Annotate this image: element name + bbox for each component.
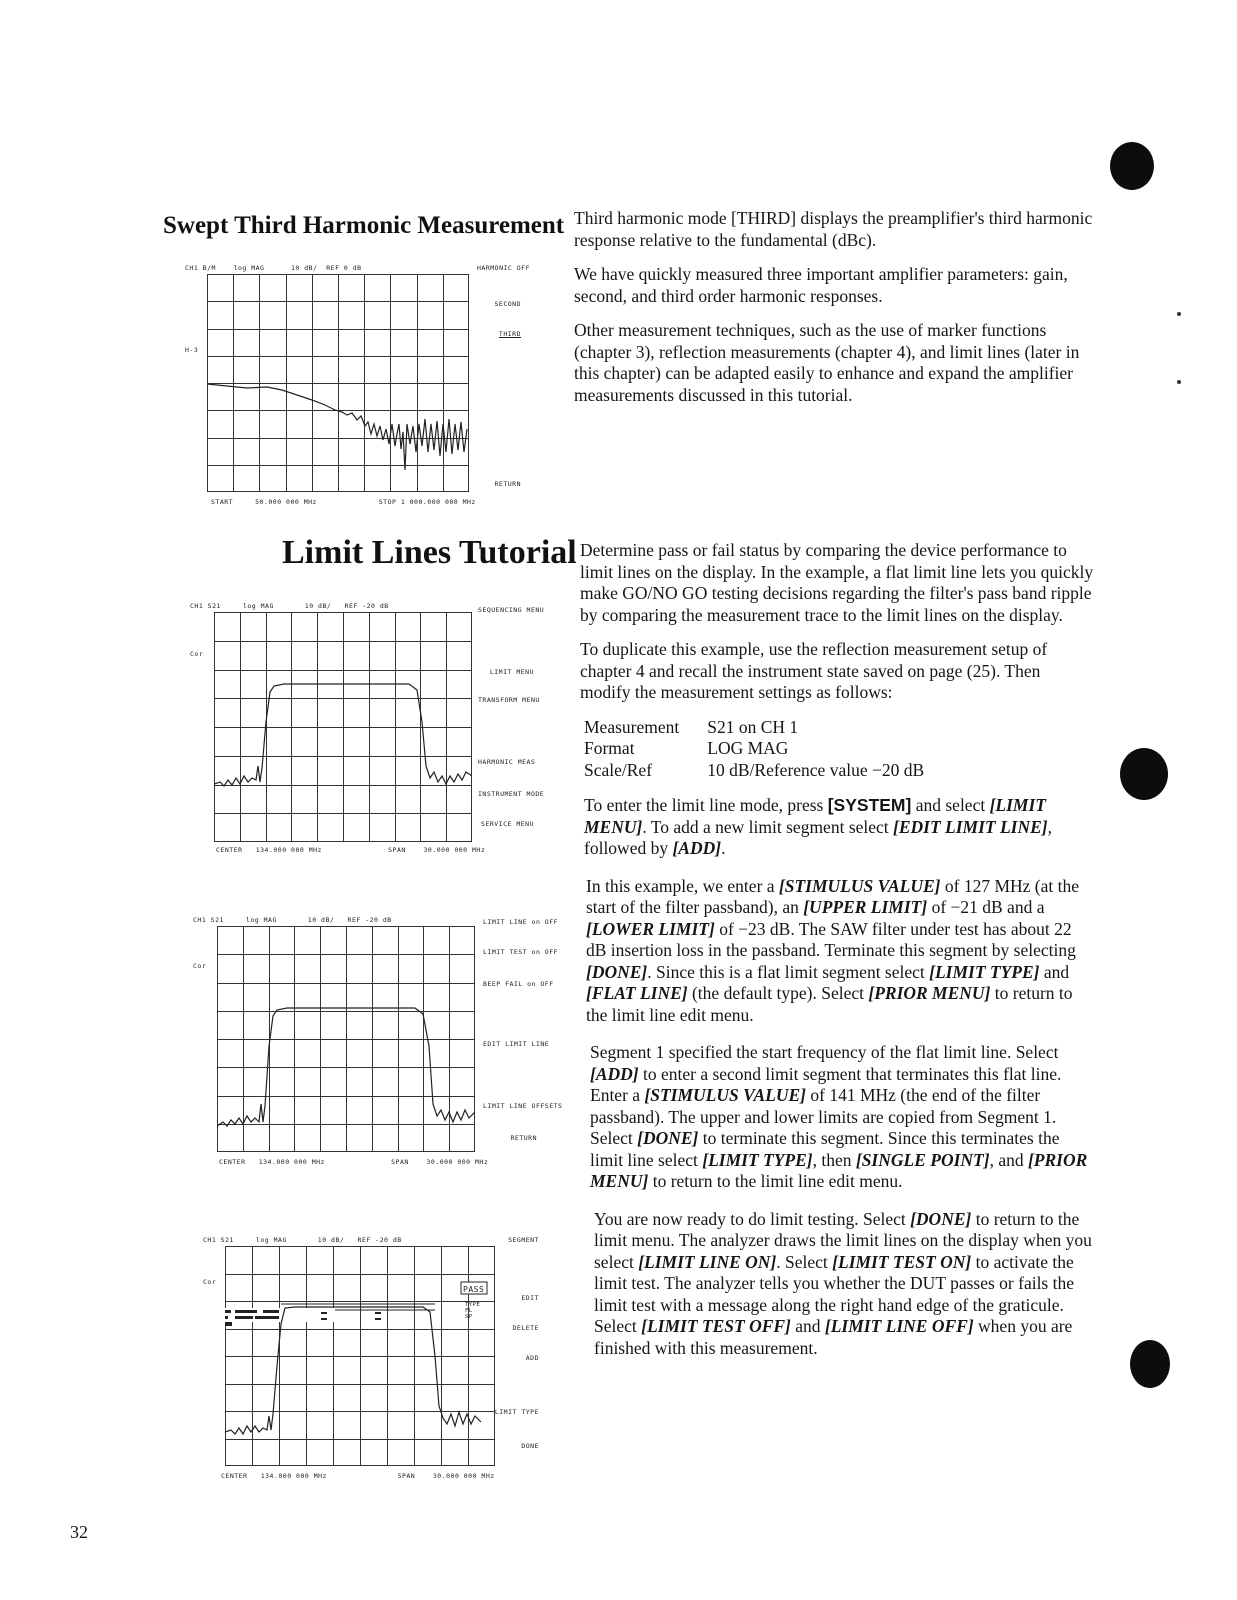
section1-text [574,208,1094,406]
correction-label: Cor [193,962,207,970]
softkey-limit-menu: LIMIT MENU [489,668,534,676]
softkey-second: SECOND [494,300,521,308]
correction-label: Cor [203,1278,217,1286]
softkey-limit-line-on-off: LIMIT LINE on OFF [483,918,559,926]
page-number: 32 [70,1522,88,1542]
pass-message: PASS [463,1285,485,1294]
softkey-harmonic-meas: HARMONIC MEAS [478,758,536,766]
section-title-swept-third-harmonic: Swept Third Harmonic Measurement [163,212,565,239]
softkey-beep-fail-on-off: BEEP FAIL on OFF [483,980,554,988]
screen-footer: START 50.000 000 MHz STOP 1 000.000 000 MHz [211,498,476,506]
softkey-service-menu: SERVICE MENU [481,820,534,828]
paragraph: To enter the limit line mode, press [SYSTEM] and select [LIMIT MENU]. To add a new limit segment select [EDIT LIMIT LINE], followed by [ADD]. [584,795,1052,858]
softkey-delete: DELETE [512,1324,539,1332]
softkey-third: THIRD [498,330,521,338]
paragraph: We have quickly measured three important amplifier parameters: gain, second, and third order harmonic responses. [574,264,1068,306]
marker-label: H-3 [185,346,199,354]
table-row: Format LOG MAG [584,738,789,758]
trace [225,1307,481,1434]
softkey-instrument-mode: INSTRUMENT MODE [478,790,545,798]
paragraph: Other measurement techniques, such as the use of marker functions (chapter 3), reflection measurements (chapter 4), and limit lines (later in this chapter) can be adapted easily to enhance and expand the amplifier measurements discussed in this tutorial. [574,320,1080,405]
paragraph: Segment 1 specified the start frequency of the flat limit line. Select [ADD] to enter a second limit segment that terminates this flat line. Enter a [STIMULUS VALUE] of 141 MHz (the end of the filter passband). The upper and lower limits are copied from Segment 1. Select [DONE] to terminate this segment. Since this terminates the limit line select [LIMIT TYPE], then [SINGLE POINT], and [PRIOR MENU] to return to the limit line edit menu. [590,1042,1088,1191]
softkey-return: RETURN [510,1134,537,1142]
binder-hole-icon [1130,1340,1170,1388]
screen-header: CH1 B/M log MAG 10 dB/ REF 0 dB [185,264,362,272]
section2-text [580,540,1095,1359]
softkey-sequencing-menu: SEQUENCING MENU [478,606,545,614]
softkey-limit-line-offsets: LIMIT LINE OFFSETS [483,1102,563,1110]
graticule [225,1246,495,1466]
paragraph: You are now ready to do limit testing. Select [DONE] to return to the limit menu. The analyzer draws the limit lines on the display when you select [LIMIT LINE ON]. Select [LIMIT TEST ON] to activate the limit test. The analyzer tells you whether the DUT passes or fails the limit test with a message along the right hand edge of the graticule. Select [LIMIT TEST OFF] and [LIMIT LINE OFF] when you are finished with this measurement. [594,1208,1092,1358]
section-title-limit-lines: Limit Lines Tutorial [282,534,577,571]
screen-footer: CENTER 134.000 000 MHz SPAN 30.000 000 MHz [216,846,486,854]
paragraph: Determine pass or fail status by comparing the device performance to limit lines on the display. In the example, a flat limit line lets you quickly make GO/NO GO testing decisions regarding the filter's pass band ripple by comparing the measurement trace to the limit lines on the display. [580,540,1094,625]
speck-icon [1177,380,1181,384]
graticule [207,274,469,492]
type-box: TYPE FL SP [465,1302,481,1320]
softkey-add: ADD [525,1354,539,1362]
graticule [214,612,472,842]
softkey-edit: EDIT [521,1294,539,1302]
binder-hole-icon [1120,748,1168,800]
binder-hole-icon [1110,142,1154,190]
trace [207,384,467,470]
screen-header: CH1 S21 log MAG 10 dB/ REF -20 dB [193,916,392,924]
speck-icon [1177,312,1181,316]
softkey-harmonic-off: HARMONIC OFF [477,264,530,272]
paragraph: To duplicate this example, use the reflection measurement setup of chapter 4 and recall the instrument state saved on page (25). Then modify the measurement settings as follows: [580,639,1048,702]
softkey-limit-type: LIMIT TYPE [494,1408,539,1416]
settings-table [584,717,952,782]
softkey-limit-test-on-off: LIMIT TEST on OFF [483,948,559,956]
softkey-edit-limit-line: EDIT LIMIT LINE [483,1040,550,1048]
paragraph: Third harmonic mode [THIRD] displays the preamplifier's third harmonic response relative to the fundamental (dBc). [574,208,1093,250]
softkey-segment: SEGMENT [508,1236,539,1244]
softkey-transform-menu: TRANSFORM MENU [478,696,540,704]
table-row: Scale/Ref 10 dB/Reference value −20 dB [584,759,925,780]
screen-header: CH1 S21 log MAG 10 dB/ REF -20 dB [203,1236,402,1244]
screen-header: CH1 S21 log MAG 10 dB/ REF -20 dB [190,602,389,610]
graticule [217,926,475,1152]
softkey-done: DONE [521,1442,539,1450]
screen-footer: CENTER 134.000 000 MHz SPAN 30.000 000 MHz [221,1472,495,1480]
correction-label: Cor [190,650,204,658]
screen-footer: CENTER 134.000 000 MHz SPAN 30.000 000 MHz [219,1158,489,1166]
table-row: Measurement S21 on CH 1 [584,716,799,737]
paragraph: In this example, we enter a [STIMULUS VALUE] of 127 MHz (at the start of the filter passband), an [UPPER LIMIT] of −21 dB and a [LOWER LIMIT] of −23 dB. The SAW filter under test has about 22 dB insertion loss in the passband. Terminate this segment by selecting [DONE]. Since this is a flat limit segment select [LIMIT TYPE] and [FLAT LINE] (the default type). Select [PRIOR MENU] to return to the limit line edit menu. [586,875,1080,1025]
softkey-return: RETURN [494,480,521,488]
